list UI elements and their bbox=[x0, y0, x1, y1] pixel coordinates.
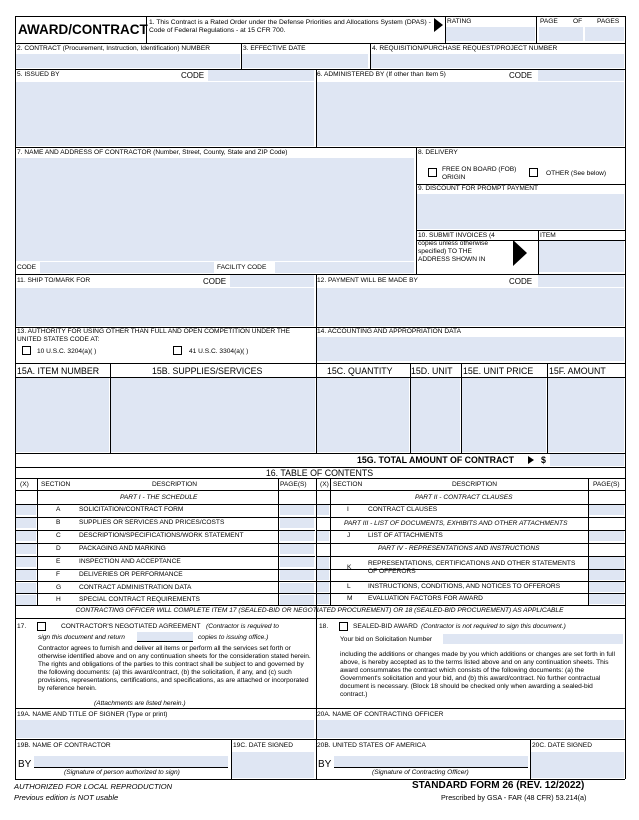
officer-date-field[interactable] bbox=[531, 752, 624, 778]
rule-line bbox=[146, 16, 147, 43]
toc-check-d[interactable] bbox=[16, 544, 36, 554]
rule-line bbox=[370, 43, 371, 69]
toc-title: 16. TABLE OF CONTENTS bbox=[265, 468, 374, 478]
rule-line bbox=[316, 478, 317, 605]
box12-label: 12. PAYMENT WILL BE MADE BY bbox=[317, 277, 418, 284]
box20a-label: 20A. NAME OF CONTRACTING OFFICER bbox=[317, 711, 444, 718]
part1-label: PART I - THE SCHEDULE bbox=[120, 494, 198, 501]
section-desc-j: LIST OF ATTACHMENTS bbox=[368, 532, 443, 539]
sealed-bid-checkbox[interactable] bbox=[339, 622, 348, 631]
section-desc-d: PACKAGING AND MARKING bbox=[79, 545, 166, 552]
unit-price-header: 15E. UNIT PRICE bbox=[463, 366, 534, 376]
unit-price-field[interactable] bbox=[462, 378, 546, 452]
rule-line bbox=[536, 16, 537, 43]
rule-line bbox=[416, 240, 625, 241]
toc-check-i[interactable] bbox=[317, 505, 329, 515]
section-desc-a: SOLICITATION/CONTRACT FORM bbox=[79, 506, 184, 513]
supplies-field[interactable] bbox=[111, 378, 315, 452]
section-letter-e: E bbox=[56, 558, 61, 565]
section-desc-f: DELIVERIES OR PERFORMANCE bbox=[79, 571, 183, 578]
box20c-label: 20C. DATE SIGNED bbox=[532, 742, 592, 749]
rule-line bbox=[625, 16, 626, 779]
rule-line bbox=[37, 478, 38, 605]
item-number-field[interactable] bbox=[16, 378, 109, 452]
toc-description-header-right: DESCRIPTION bbox=[452, 481, 498, 488]
box19b-label: 19B. NAME OF CONTRACTOR bbox=[17, 742, 111, 749]
supplies-header: 15B. SUPPLIES/SERVICES bbox=[152, 366, 263, 376]
issued-by-code-field[interactable] bbox=[208, 69, 314, 81]
section-letter-l: L bbox=[347, 583, 351, 590]
rule-line bbox=[15, 478, 625, 479]
part3-label: PART III - LIST OF DOCUMENTS, EXHIBITS AND OTHER ATTACHMENTS bbox=[344, 520, 568, 527]
other-delivery-checkbox[interactable] bbox=[529, 168, 538, 177]
toc-pages-f[interactable] bbox=[280, 570, 314, 580]
toc-section-header: SECTION bbox=[41, 481, 71, 488]
section-letter-k: K bbox=[347, 564, 352, 571]
box20b-label: 20B. UNITED STATES OF AMERICA bbox=[317, 742, 426, 749]
by-label-officer: BY bbox=[318, 759, 332, 770]
section-desc-i: CONTRACT CLAUSES bbox=[368, 506, 438, 513]
toc-pages-e[interactable] bbox=[280, 557, 314, 567]
toc-check-l[interactable] bbox=[317, 582, 329, 592]
previous-edition: Previous edition is NOT usable bbox=[14, 793, 119, 802]
quantity-field[interactable] bbox=[317, 378, 409, 452]
solicitation-number-field[interactable] bbox=[443, 634, 623, 644]
toc-check-h[interactable] bbox=[16, 595, 36, 605]
box17-copies-text: copies to issuing office.) bbox=[198, 634, 269, 641]
rule-line bbox=[15, 16, 625, 17]
rule-line bbox=[15, 739, 625, 740]
accounting-field[interactable] bbox=[316, 337, 624, 361]
local-reproduction: AUTHORIZED FOR LOCAL REPRODUCTION bbox=[14, 782, 173, 791]
page-number-field[interactable] bbox=[539, 27, 583, 41]
section-letter-b: B bbox=[56, 519, 61, 526]
rule-line bbox=[231, 739, 232, 779]
fob-origin-checkbox[interactable] bbox=[428, 168, 437, 177]
usc-10-checkbox[interactable] bbox=[22, 346, 31, 355]
rule-line bbox=[15, 467, 625, 468]
rule-line bbox=[416, 147, 417, 274]
section-desc-e: INSPECTION AND ACCEPTANCE bbox=[79, 558, 181, 565]
contractor-address-field[interactable] bbox=[16, 158, 414, 261]
rule-line bbox=[588, 478, 589, 605]
usc-41-label: 41 U.S.C. 3304(a)( ) bbox=[189, 348, 249, 355]
discount-field[interactable] bbox=[417, 194, 624, 229]
toc-pages-d[interactable] bbox=[280, 544, 314, 554]
rule-line bbox=[15, 16, 16, 779]
contract-number-field[interactable] bbox=[16, 54, 240, 68]
total-amount-field[interactable] bbox=[550, 454, 624, 466]
box4-label: 4. REQUISITION/PURCHASE REQUEST/PROJECT NUMBER bbox=[372, 45, 558, 52]
page-count-field[interactable] bbox=[585, 27, 624, 41]
box10-label: 10. SUBMIT INVOICES (4 copies unless otherwise specified) TO THE ADDRESS SHOWN IN bbox=[418, 232, 495, 263]
rule-line bbox=[15, 605, 625, 606]
rule-line bbox=[15, 593, 625, 594]
rule-line bbox=[15, 363, 625, 364]
rule-line bbox=[316, 605, 317, 779]
form-title: AWARD/CONTRACT bbox=[18, 22, 148, 37]
dollar-sign: $ bbox=[541, 455, 546, 465]
section-letter-j: J bbox=[347, 532, 351, 539]
toc-description-header: DESCRIPTION bbox=[152, 481, 198, 488]
rule-line bbox=[461, 363, 462, 453]
box18-number: 18. bbox=[319, 623, 329, 630]
box5-label: 5. ISSUED BY bbox=[17, 71, 60, 78]
rule-line bbox=[316, 274, 317, 363]
box3-label: 3. EFFECTIVE DATE bbox=[243, 45, 306, 52]
pages-label: PAGES bbox=[597, 18, 620, 25]
contracting-officer-name-field[interactable] bbox=[316, 720, 624, 738]
rule-line bbox=[416, 184, 625, 185]
rule-line bbox=[15, 43, 625, 44]
rule-line bbox=[316, 556, 625, 557]
toc-pages-header: PAGE(S) bbox=[280, 481, 307, 488]
box18-bid-text: Your bid on Solicitation Number bbox=[340, 636, 433, 643]
total-amount-label: 15G. TOTAL AMOUNT OF CONTRACT bbox=[357, 455, 515, 465]
item-number-header: 15A. ITEM NUMBER bbox=[17, 366, 100, 376]
box18-required: (Contractor is not required to sign this document.) bbox=[421, 623, 566, 630]
fob-origin-label: FREE ON BOARD (FOB) ORIGIN bbox=[442, 166, 517, 181]
rule-line bbox=[15, 490, 625, 491]
contractor-signature-caption: (Signature of person authorized to sign) bbox=[64, 769, 180, 776]
section-letter-m: M bbox=[347, 595, 353, 602]
code-left-label: CODE bbox=[17, 264, 37, 271]
rule-line bbox=[278, 478, 279, 605]
part4-label: PART IV - REPRESENTATIONS AND INSTRUCTIONS bbox=[378, 545, 540, 552]
contractor-signature-field[interactable] bbox=[34, 756, 228, 767]
invoice-item-field[interactable] bbox=[539, 241, 624, 272]
facility-code-field[interactable] bbox=[275, 262, 414, 273]
toc-check-g[interactable] bbox=[16, 583, 36, 593]
rule-line bbox=[316, 69, 317, 147]
box17-number: 17. bbox=[17, 623, 27, 630]
section-letter-f: F bbox=[56, 571, 61, 578]
box17-body: Contractor agrees to furnish and deliver all items or perform all the services set forth or otherwise identified above and on any continuation sheets for the consideration stated herein. The rights and obligations of the parties to this contract shall be subject to and governed by the following documents: (a) this award/contract, (b) the solicitation, if any, and (c) such provisions, representations, certifications, and specifications, as are attached or incorporated by reference herein. bbox=[38, 645, 311, 693]
arrow-right-icon bbox=[528, 456, 534, 464]
toc-pages-c[interactable] bbox=[280, 531, 314, 541]
box8-label: 8. DELIVERY bbox=[418, 149, 458, 156]
rule-line bbox=[316, 363, 317, 453]
box19a-label: 19A. NAME AND TITLE OF SIGNER (Type or print) bbox=[17, 711, 168, 718]
officer-signature-caption: (Signature of Contracting Officer) bbox=[372, 769, 469, 776]
box11-code-label: CODE bbox=[203, 277, 227, 286]
section-letter-i: I bbox=[347, 506, 349, 513]
rule-line bbox=[15, 708, 625, 709]
payment-by-field[interactable] bbox=[316, 288, 624, 326]
rated-order-text: 1. This Contract is a Rated Order under the Defense Priorities and Allocations System (DPAS) - Code of Federal Regulations - at 15 CFR 700. bbox=[149, 19, 431, 34]
unit-header: 15D. UNIT bbox=[411, 366, 453, 376]
section-letter-c: C bbox=[56, 532, 61, 539]
negotiated-agreement-checkbox[interactable] bbox=[37, 622, 46, 631]
box11-label: 11. SHIP TO/MARK FOR bbox=[17, 277, 91, 284]
toc-pages-b[interactable] bbox=[280, 518, 314, 528]
amount-field[interactable] bbox=[548, 378, 624, 452]
box18-title: SEALED-BID AWARD bbox=[353, 623, 418, 630]
rule-line bbox=[15, 618, 625, 619]
section-letter-d: D bbox=[56, 545, 61, 552]
section-desc-m: EVALUATION FACTORS FOR AWARD bbox=[368, 595, 483, 602]
issued-by-field[interactable] bbox=[16, 82, 314, 146]
item-label: ITEM bbox=[540, 232, 556, 239]
toc-check-e[interactable] bbox=[16, 557, 36, 567]
box6-label: 6. ADMINISTERED BY (If other than Item 5) bbox=[317, 71, 446, 78]
facility-code-label: FACILITY CODE bbox=[217, 264, 267, 271]
rule-line bbox=[15, 274, 625, 275]
section-letter-g: G bbox=[56, 584, 62, 591]
box9-label: 9. DISCOUNT FOR PROMPT PAYMENT bbox=[418, 185, 539, 192]
rule-line bbox=[316, 530, 625, 531]
box17-sign-text: sign this document and return bbox=[38, 634, 125, 641]
rule-line bbox=[15, 556, 315, 557]
toc-pages-header-right: PAGE(S) bbox=[593, 481, 620, 488]
rule-line bbox=[15, 504, 625, 505]
box17-attachments: (Attachments are listed herein.) bbox=[94, 700, 186, 707]
ship-to-code-field[interactable] bbox=[230, 275, 314, 287]
rule-line bbox=[15, 581, 625, 582]
rule-line bbox=[15, 453, 625, 454]
toc-section-header-right: SECTION bbox=[333, 481, 363, 488]
rule-line bbox=[110, 363, 111, 453]
toc-pages-g[interactable] bbox=[280, 583, 314, 593]
administered-by-field[interactable] bbox=[316, 82, 624, 146]
unit-field[interactable] bbox=[411, 378, 460, 452]
rule-line bbox=[15, 543, 625, 544]
officer-signature-field[interactable] bbox=[334, 756, 528, 767]
box2-label: 2. CONTRACT (Procurement, Instruction, Identification) NUMBER bbox=[17, 45, 210, 52]
usc-10-label: 10 U.S.C. 3204(a)( ) bbox=[37, 348, 97, 355]
box17-required: (Contractor is required to bbox=[206, 623, 279, 630]
contractor-date-field[interactable] bbox=[232, 752, 314, 778]
contracting-officer-note: CONTRACTING OFFICER WILL COMPLETE ITEM 17 (SEALED-BID OR NEGOTIATED PROCUREMENT) OR 18 (SEALED-BID PROCUREMENT) AS APPLICABLE bbox=[75, 607, 564, 614]
signer-name-field[interactable] bbox=[16, 720, 314, 738]
rule-line bbox=[15, 517, 625, 518]
toc-pages-j[interactable] bbox=[589, 531, 624, 541]
section-desc-b: SUPPLIES OR SERVICES AND PRICES/COSTS bbox=[79, 519, 225, 526]
rule-line bbox=[330, 478, 331, 605]
rule-line bbox=[15, 377, 625, 378]
amount-header: 15F. AMOUNT bbox=[549, 366, 606, 376]
toc-x-header: (X) bbox=[20, 481, 29, 488]
requisition-number-field[interactable] bbox=[371, 54, 624, 68]
box19c-label: 19C. DATE SIGNED bbox=[233, 742, 293, 749]
section-desc-c: DESCRIPTION/SPECIFICATIONS/WORK STATEMENT bbox=[79, 532, 244, 539]
box17-title: CONTRACTOR'S NEGOTIATED AGREEMENT bbox=[61, 623, 201, 630]
rule-line bbox=[530, 739, 531, 779]
section-desc-g: CONTRACT ADMINISTRATION DATA bbox=[79, 584, 192, 591]
rule-line bbox=[15, 147, 625, 148]
section-desc-l: INSTRUCTIONS, CONDITIONS, AND NOTICES TO OFFERORS bbox=[368, 583, 561, 590]
box13-label: 13. AUTHORITY FOR USING OTHER THAN FULL AND OPEN COMPETITION UNDER THE UNITED STATES CODE AT: bbox=[17, 328, 291, 343]
toc-check-m[interactable] bbox=[317, 594, 329, 604]
of-label: OF bbox=[573, 18, 583, 25]
administered-by-code-field[interactable] bbox=[538, 69, 624, 81]
toc-check-c[interactable] bbox=[16, 531, 36, 541]
arrow-right-icon bbox=[434, 18, 443, 32]
prescribed-by: Prescribed by GSA - FAR (48 CFR) 53.214(a) bbox=[441, 793, 587, 802]
section-desc-k: REPRESENTATIONS, CERTIFICATIONS AND OTHER STATEMENTS OF OFFERORS bbox=[368, 560, 576, 575]
box18-body: including the additions or changes made by you which additions or changes are set forth in full above, is hereby accepted as to the terms listed above and on any continuation sheets. This award consummates the contract which consists of the following documents: (a) the Government's solicitation and your bid, and (b) this award/contract. No further contractual document is necessary. (Block 18 should be checked only when awarding a sealed-bid contract.) bbox=[340, 651, 615, 699]
quantity-header: 15C. QUANTITY bbox=[327, 366, 393, 376]
other-delivery-label: OTHER (See below) bbox=[546, 170, 607, 177]
toc-pages-l[interactable] bbox=[589, 582, 624, 592]
copies-field[interactable] bbox=[137, 632, 193, 641]
arrow-right-icon bbox=[513, 240, 527, 266]
rule-line bbox=[547, 363, 548, 453]
rule-line bbox=[15, 327, 625, 328]
section-letter-a: A bbox=[56, 506, 61, 513]
rating-label: RATING bbox=[447, 18, 472, 25]
rule-line bbox=[538, 230, 539, 274]
officer-signature-line bbox=[334, 767, 528, 768]
section-desc-h: SPECIAL CONTRACT REQUIREMENTS bbox=[79, 596, 200, 603]
rule-line bbox=[15, 530, 315, 531]
by-label-contractor: BY bbox=[18, 759, 32, 770]
rule-line bbox=[15, 779, 625, 780]
rating-field[interactable] bbox=[446, 27, 535, 41]
section-letter-h: H bbox=[56, 596, 61, 603]
effective-date-field[interactable] bbox=[242, 54, 368, 68]
rule-line bbox=[445, 16, 446, 43]
box12-code-label: CODE bbox=[509, 277, 533, 286]
part2-label: PART II - CONTRACT CLAUSES bbox=[415, 494, 513, 501]
usc-41-checkbox[interactable] bbox=[173, 346, 182, 355]
toc-check-a[interactable] bbox=[16, 505, 36, 515]
toc-pages-i[interactable] bbox=[589, 505, 624, 515]
rule-line bbox=[410, 363, 411, 453]
rule-line bbox=[416, 230, 625, 231]
toc-pages-a[interactable] bbox=[280, 505, 314, 515]
standard-form-title: STANDARD FORM 26 (REV. 12/2022) bbox=[412, 780, 585, 791]
copies-line bbox=[137, 641, 193, 642]
toc-x-header-right: (X) bbox=[320, 481, 329, 488]
toc-pages-h[interactable] bbox=[280, 595, 314, 605]
ship-to-field[interactable] bbox=[16, 288, 314, 326]
box6-code-label: CODE bbox=[509, 71, 533, 80]
rule-line bbox=[15, 569, 625, 570]
page-label: PAGE bbox=[540, 18, 558, 25]
contractor-code-field[interactable] bbox=[40, 262, 214, 273]
box7-label: 7. NAME AND ADDRESS OF CONTRACTOR (Number, Street, County, State and ZIP Code) bbox=[17, 149, 288, 156]
rule-line bbox=[241, 43, 242, 69]
toc-check-b[interactable] bbox=[16, 518, 36, 528]
rule-line bbox=[15, 69, 625, 70]
box5-code-label: CODE bbox=[181, 71, 205, 80]
toc-check-f[interactable] bbox=[16, 570, 36, 580]
toc-pages-m[interactable] bbox=[589, 594, 624, 604]
box14-label: 14. ACCOUNTING AND APPROPRIATION DATA bbox=[317, 328, 461, 335]
payment-code-field[interactable] bbox=[538, 275, 624, 287]
toc-check-j[interactable] bbox=[317, 531, 329, 541]
contractor-signature-line bbox=[34, 767, 228, 768]
